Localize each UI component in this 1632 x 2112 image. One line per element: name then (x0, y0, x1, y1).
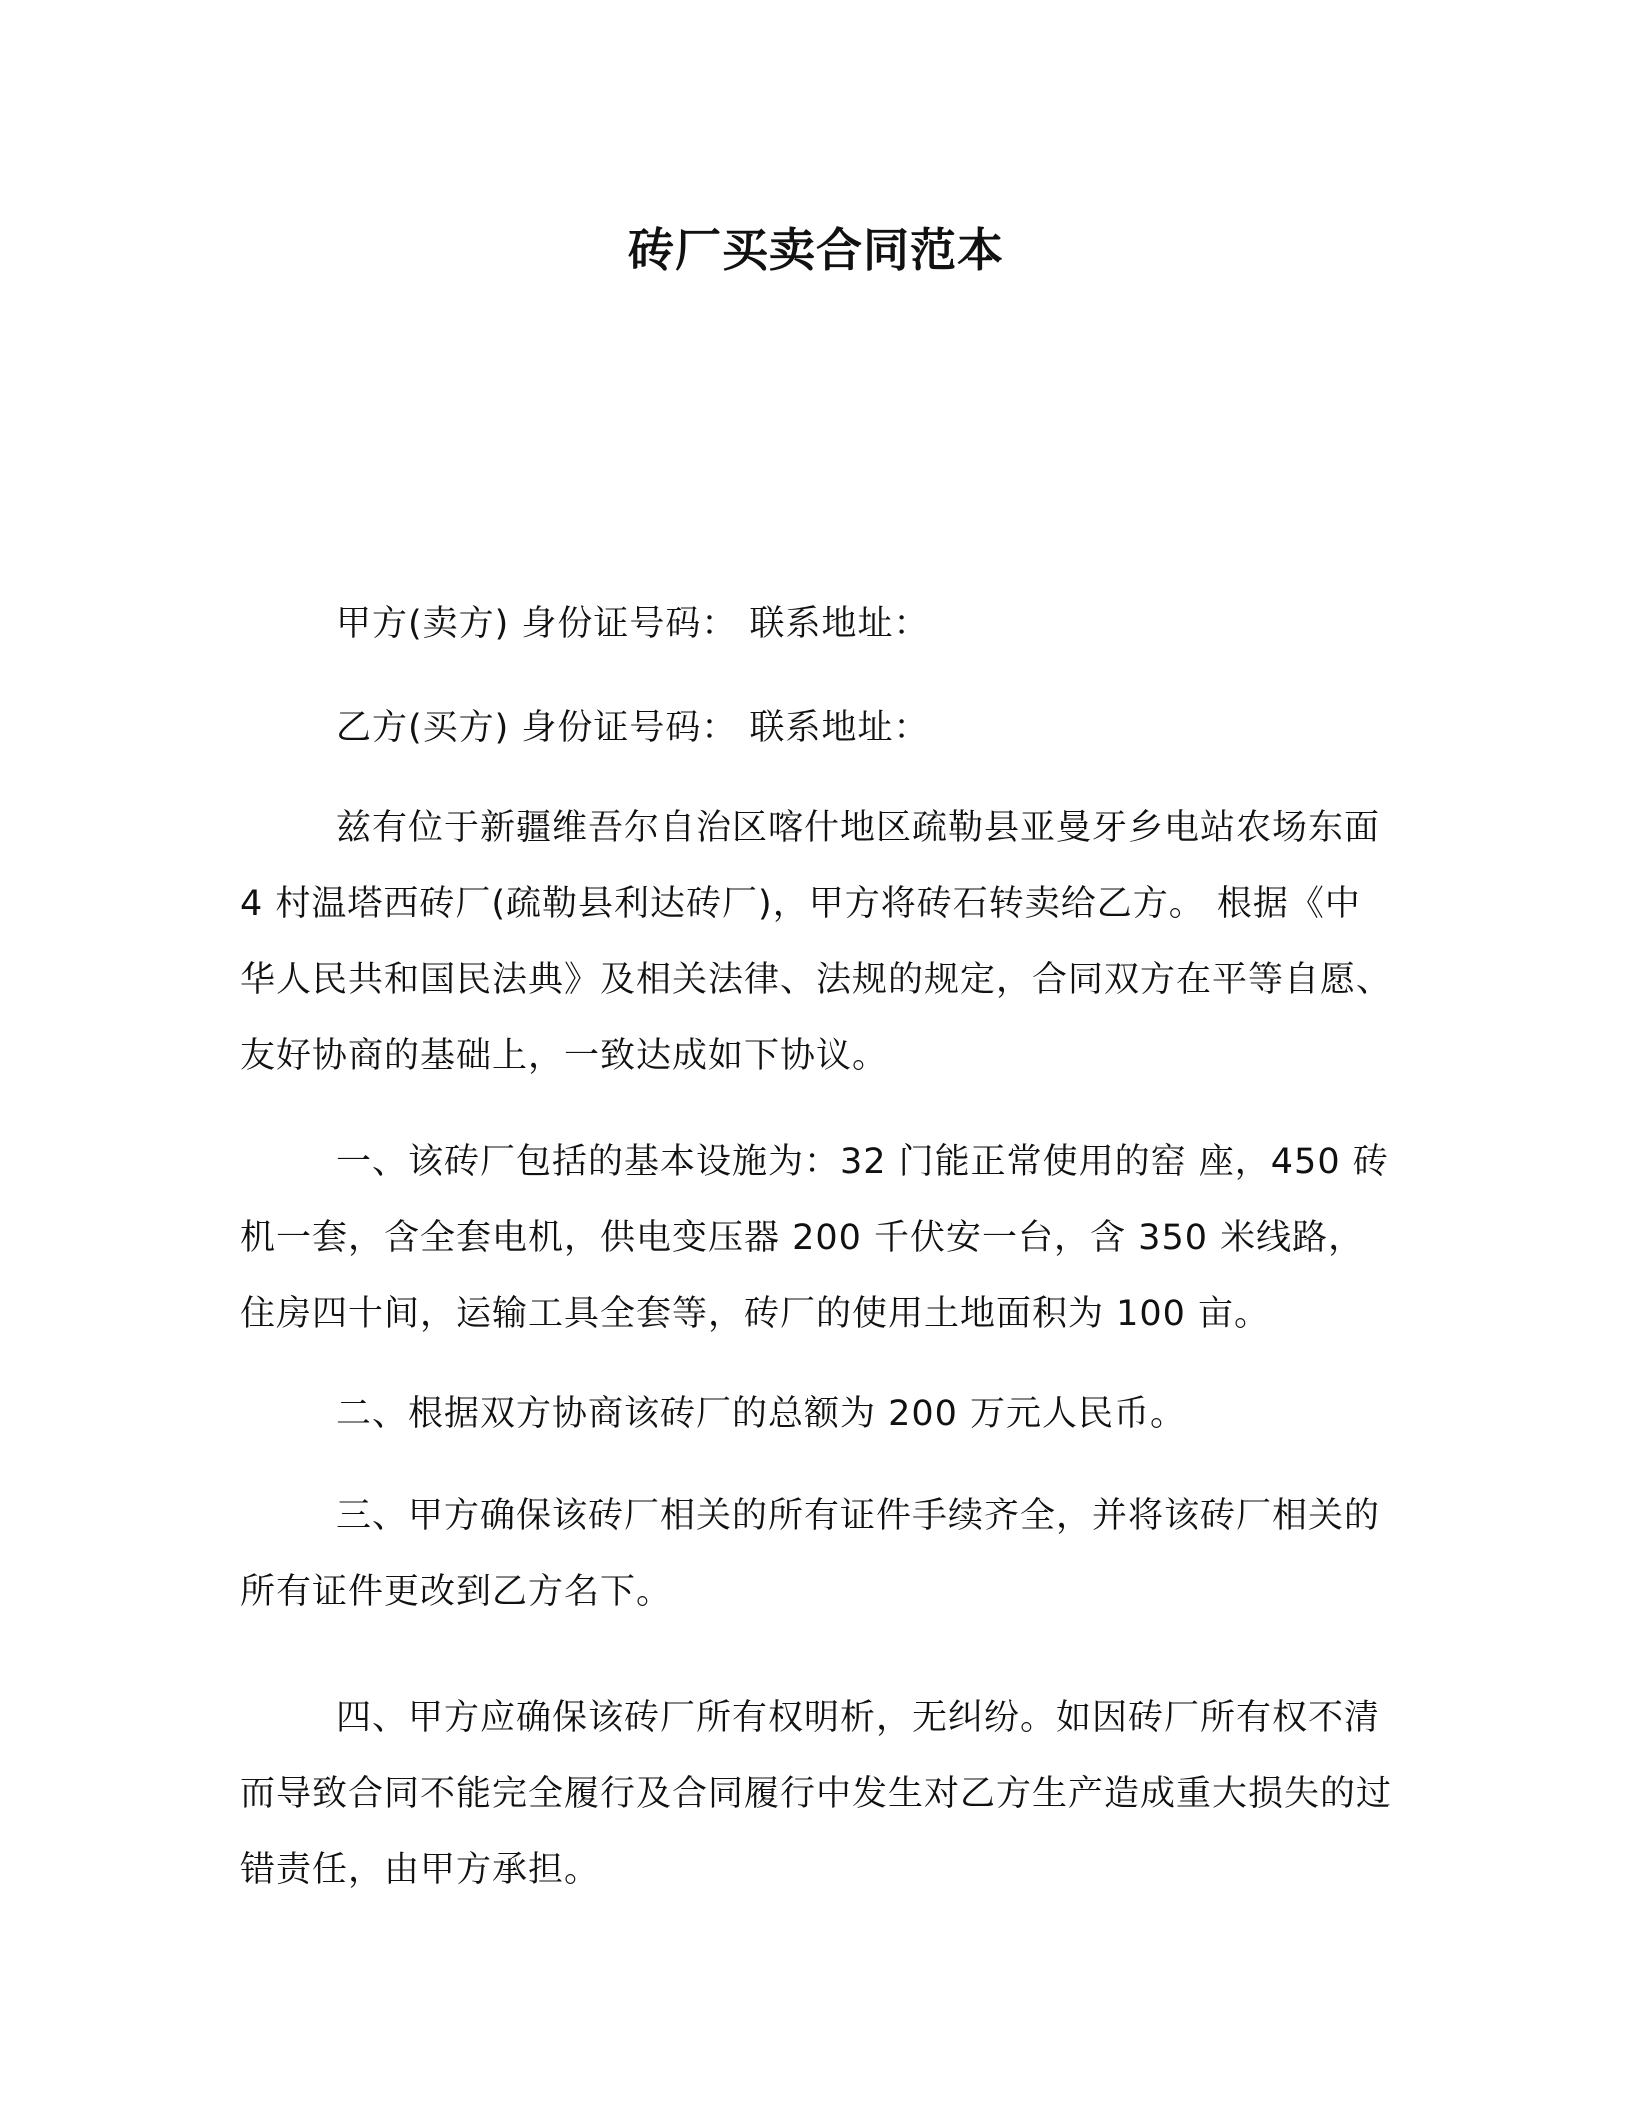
clause-4-text: 四、甲方应确保该砖厂所有权明析，无纠纷。如因砖厂所有权不清而导致合同不能完全履行及合同履行中发生对乙方生产造成重大损失的过错责任，由甲方承担。 (240, 1698, 1393, 1890)
clause-1-text: 一、该砖厂包括的基本设施为：32 门能正常使用的窑 座，450 砖机一套，含全套电机，供电变压器 200 千伏安一台，含 350 米线路，住房四十间，运输工具全套等，砖厂的使用土地面积为 100 亩。 (240, 1142, 1389, 1334)
clause-2-text: 二、根据双方协商该砖厂的总额为 200 万元人民币。 (336, 1394, 1187, 1434)
party-b-line (240, 690, 1395, 766)
preamble-text: 兹有位于新疆维吾尔自治区喀什地区疏勒县亚曼牙乡电站农场东面 4 村温塔西砖厂(疏勒县利达砖厂)，甲方将砖石转卖给乙方。 根据《中华人民共和国民法典》及相关法律、法规的规定，合同双方在平等自愿、友好协商的基础上，一致达成如下协议。 (240, 808, 1393, 1076)
party-a-text: 甲方(卖方) 身份证号码： 联系地址： (336, 604, 930, 644)
clause-4-paragraph (240, 1680, 1395, 1908)
clause-2-paragraph (240, 1376, 1395, 1452)
clause-3-paragraph (240, 1478, 1395, 1630)
preamble-paragraph (240, 790, 1395, 1094)
party-a-line (240, 586, 1395, 662)
clause-1-paragraph (240, 1124, 1395, 1352)
document-title: 砖厂买卖合同范本 (628, 223, 1004, 277)
clause-3-text: 三、甲方确保该砖厂相关的所有证件手续齐全，并将该砖厂相关的所有证件更改到乙方名下。 (240, 1496, 1381, 1612)
party-b-text: 乙方(买方) 身份证号码： 联系地址： (336, 708, 930, 748)
